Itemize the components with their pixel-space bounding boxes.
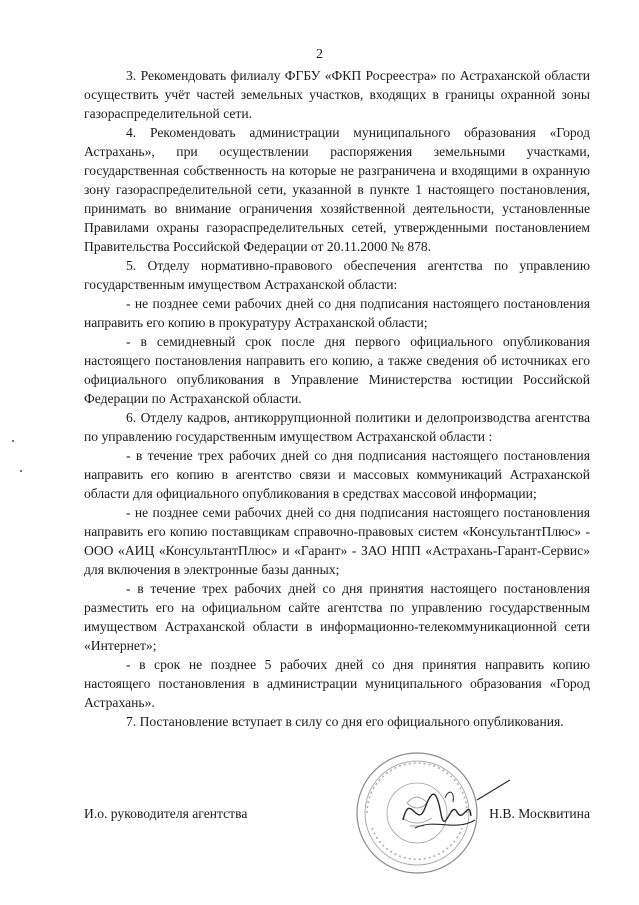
paragraph-6-item-2: - не позднее семи рабочих дней со дня подписания настоящего постановления направить его копию поставщикам справочно-правовых систем «КонсультантПлюс» - ООО «АИЦ «КонсультантПлюс» и «Гарант» - ЗАО НПП «Астрахань-Гарант-Сервис» для включения в электронные базы данных; [84, 505, 590, 577]
paragraph-5: 5. Отделу нормативно-правового обеспечения агентства по управлению государственным имуществом Астраханской области: [84, 258, 590, 292]
page-number: 2 [316, 47, 323, 62]
scan-mark [20, 470, 22, 472]
paragraph-5-item-2: - в семидневный срок после дня первого официального опубликования настоящего постановления направить его копию, а также сведения об источниках его официального опубликования в Управление Министерства юстиции Российской Федерации по Астраханской области. [84, 334, 590, 406]
paragraph-6: 6. Отделу кадров, антикоррупционной политики и делопроизводства агентства по управлению государственным имуществом Астраханской области : [84, 410, 590, 444]
paragraph-6-item-3: - в течение трех рабочих дней со дня принятия настоящего постановления разместить его на официальном сайте агентства по управлению государственным имуществом Астраханской области в информационно-телекоммуникационной сети «Интернет»; [84, 581, 590, 653]
scan-mark [12, 440, 14, 442]
paragraph-7: 7. Постановление вступает в силу со дня его официального опубликования. [126, 714, 564, 729]
paragraph-6-item-1: - в течение трех рабочих дней со дня подписания настоящего постановления направить его копию в агентство связи и массовых коммуникаций Астраханской области для официального опубликования в средствах массовой информации; [84, 448, 590, 501]
paragraph-6-item-4: - в срок не позднее 5 рабочих дней со дня принятия направить копию настоящего постановления в администрации муниципального образования «Город Астрахань». [84, 657, 590, 710]
signer-title: И.о. руководителя агентства [84, 806, 248, 821]
paragraph-5-item-1: - не позднее семи рабочих дней со дня подписания настоящего постановления направить его копию в прокуратуру Астраханской области; [84, 296, 590, 330]
paragraph-3: 3. Рекомендовать филиалу ФГБУ «ФКП Росреестра» по Астраханской области осуществить учёт частей земельных участков, входящих в границы охранной зоны газораспределительной сети. [84, 68, 590, 121]
paragraph-4: 4. Рекомендовать администрации муниципального образования «Город Астрахань», при осуществлении распоряжения земельными участками, государственная собственность на которые не разграничена и входящими в охранную зону газораспределительной сети, указанной в пункте 1 настоящего постановления, принимать во внимание ограничения хозяйственной деятельности, установленные Правилами охраны газораспределительных сетей, утвержденными постановлением Правительства Российской Федерации от 20.11.2000 № 878. [84, 125, 590, 254]
document-body [84, 66, 590, 731]
signer-name: Н.В. Москвитина [489, 806, 590, 821]
signature-block [84, 806, 590, 826]
